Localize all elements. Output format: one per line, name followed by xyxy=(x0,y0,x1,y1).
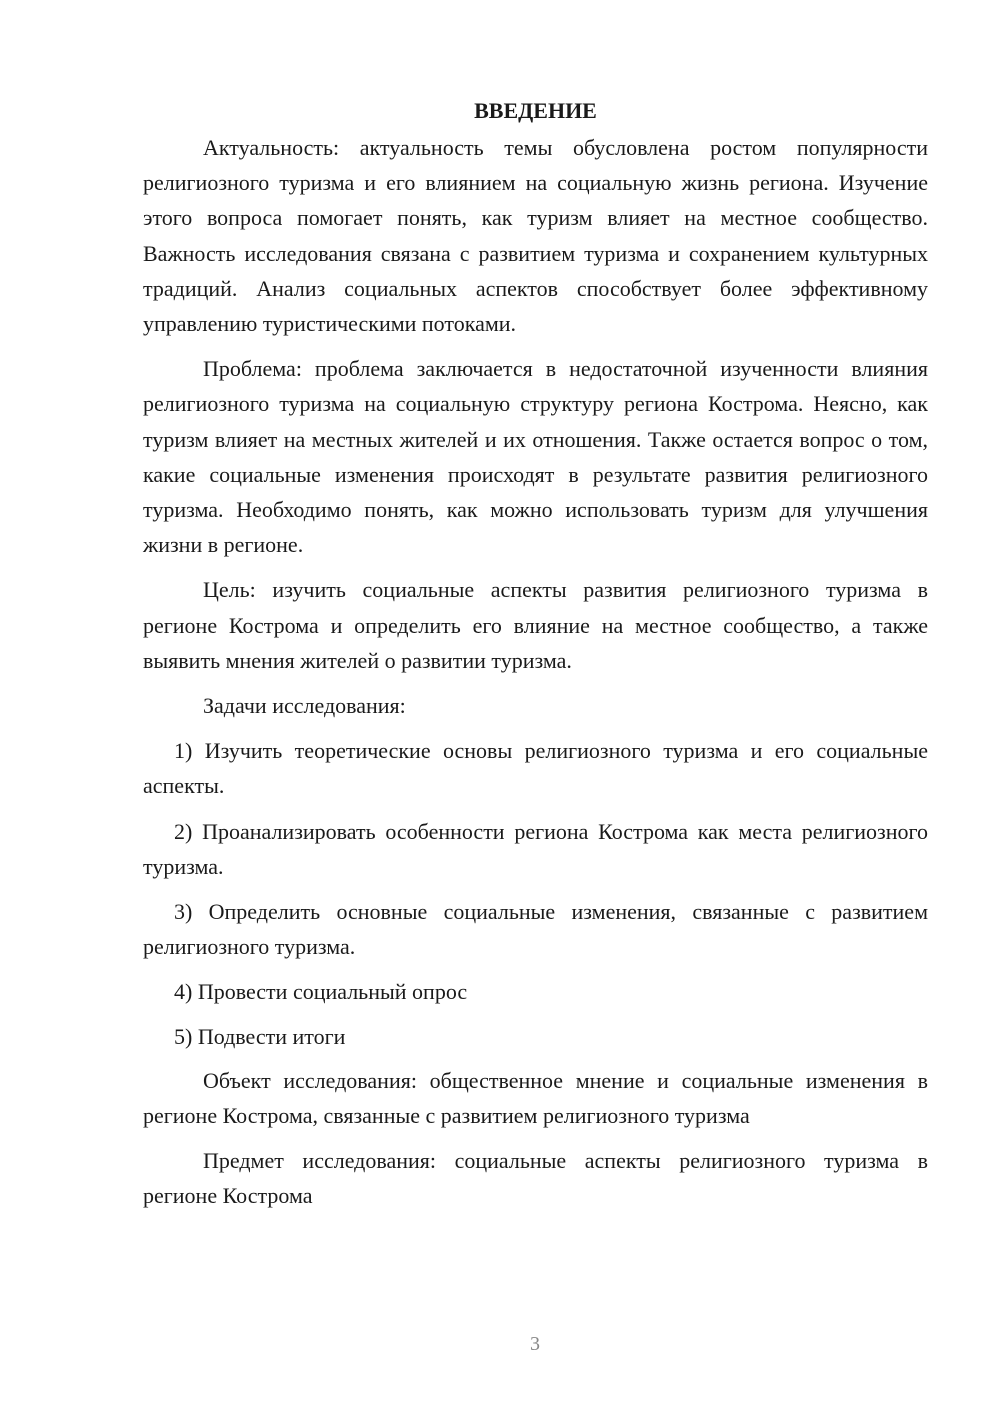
task-item: 2) Проанализировать особенности региона Кострома как места религиозного туризма. xyxy=(143,818,928,879)
object-paragraph: Объект исследования: общественное мнение и социальные изменения в регионе Кострома, связанные с развитием религиозного туризма xyxy=(143,1067,928,1129)
subject-paragraph: Предмет исследования: социальные аспекты религиозного туризма в регионе Кострома xyxy=(143,1148,928,1209)
task-item: 4) Провести социальный опрос xyxy=(174,979,468,1005)
tasks-heading: Задачи исследования: xyxy=(203,693,406,719)
relevance-paragraph: Актуальность: актуальность темы обусловлена ростом популярности религиозного туризма и его влиянием на социальную жизнь региона. Изучение этого вопроса помогает понять, как туризм влияет на местное сообщество. Важность исследования связана с развитием туризма и сохранением культурных традиций. Анализ социальных аспектов способствует более эффективному управлению туристическими потоками. xyxy=(143,135,928,337)
section-title: ВВЕДЕНИЕ xyxy=(474,98,597,123)
task-item: 3) Определить основные социальные изменения, связанные с развитием религиозного туризма. xyxy=(143,899,928,960)
problem-paragraph: Проблема: проблема заключается в недостаточной изученности влияния религиозного туризма на социальную структуру региона Кострома. Неясно, как туризм влияет на местных жителей и их отношения. Также остается вопрос о том, какие социальные изменения происходят в результате развития религиозного туризма. Необходимо понять, как можно использовать туризм для улучшения жизни в регионе. xyxy=(143,356,928,558)
goal-paragraph: Цель: изучить социальные аспекты развития религиозного туризма в регионе Кострома и определить его влияние на местное сообщество, а также выявить мнения жителей о развитии туризма. xyxy=(143,577,928,673)
page-number: 3 xyxy=(530,1333,540,1355)
task-item: 5) Подвести итоги xyxy=(174,1023,346,1049)
task-item: 1) Изучить теоретические основы религиозного туризма и его социальные аспекты. xyxy=(143,738,928,799)
document-page xyxy=(143,96,928,1224)
